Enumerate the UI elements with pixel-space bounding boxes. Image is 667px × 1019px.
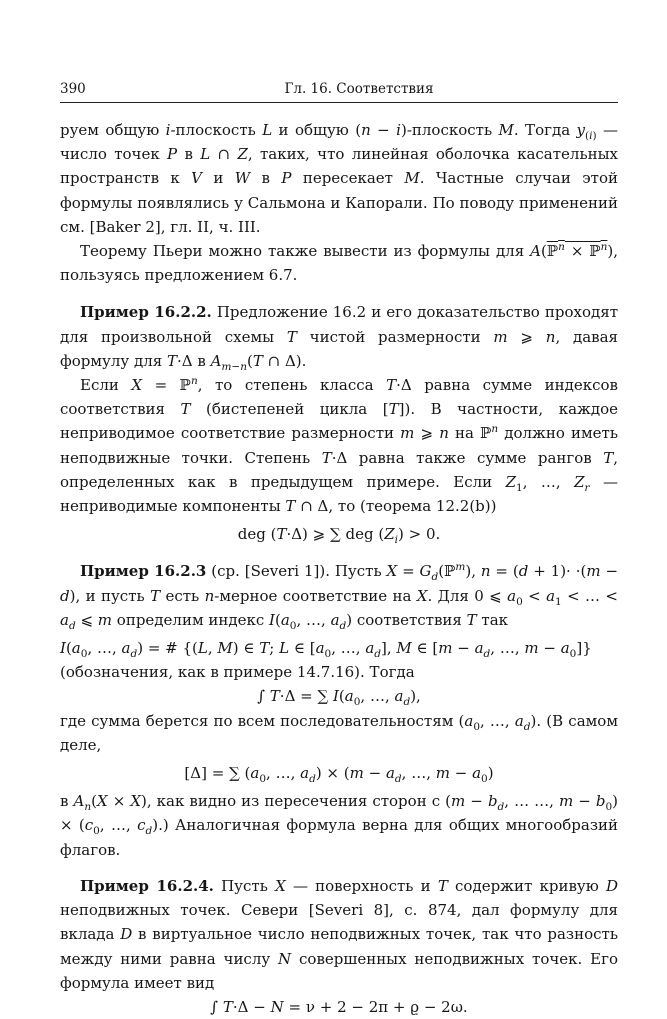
example-16-2-3: Пример 16.2.3 (ср. [Severi 1]). Пусть $X = G_d(ℙ^m)$, n = (d + 1)· ·(m − d), и пусть T есть n-мерное соответствие на X. Для 0 ⩽ $a_0 < a_1$ < … < $a_d$ ⩽ m определим индекс $I(a_0$, …, $a_d$) соответствия T так bbox=[60, 561, 619, 632]
formula: ∫ T·Δ = ∑ $I(a_0$, …, $a_d$), bbox=[257, 687, 421, 709]
formula: $I(a_0$, …, $a_d$) = # {(L, M) ∈ T; L ∈ [$a_0$, …, $a_d$], M ∈ [$m - a_d$, …, $m - a_0$]} bbox=[60, 639, 592, 661]
paragraph: Теорему Пьери можно также вывести из формулы для A(ℙ$^n$ × ℙ$^n$), пользуясь предложением 6.7. bbox=[60, 241, 618, 285]
body-text bbox=[60, 118, 618, 1019]
formula: deg (T·Δ) ⩾ ∑ deg $(Z_i) > 0$. bbox=[237, 525, 441, 547]
example-16-2-2: Пример 16.2.2. Предложение 16.2 и его доказательство проходят для произвольной схемы T чистой размерности m ⩾ n, давая формулу для T·Δ в $A_{m-n}(T$ ∩ Δ). bbox=[60, 303, 618, 373]
paragraph: в $A_n(X \times X)$, как видно из пересечения сторон с ($m - b_d$, … …, $m - b_0) \times (c_0$, …, $c_d$).) Аналогичная формула верна для общих многообразий флагов. bbox=[60, 792, 619, 859]
paragraph: (обозначения, как в примере 14.7.16). Тогда bbox=[60, 663, 415, 682]
formula: [Δ] = ∑ ($a_0$, …, $a_d) \times (m - a_d$, …, $m - a_0$) bbox=[184, 764, 494, 786]
example-16-2-4: Пример 16.2.4. Пусть X — поверхность и T содержит кривую D неподвижных точек. Севери [Severi 8], с. 874, дал формулу для вклада D в виртуальное число неподвижных точек, так что разность между ними равна числу N совершенных неподвижных точек. Его формула имеет вид bbox=[60, 876, 618, 992]
running-title: Гл. 16. Соответствия bbox=[284, 81, 434, 97]
running-header bbox=[60, 80, 618, 103]
paragraph: Если X = ℙ$^n$, то степень класса T·Δ равна сумме индексов соответствия T (бистепеней цикла [T]). В частности, каждое неприводимое соответствие размерности m ⩾ n на ℙ$^n$ должно иметь неподвижные точки. Степень T·Δ равна также сумме рангов T, определенных как в предыдущем примере. Если $Z_1$, …, $Z_r$ — неприводимые компоненты T ∩ Δ, то (теорема 12.2(b)) bbox=[60, 375, 619, 516]
paragraph: руем общую i-плоскость L и общую (n − i)-плоскость M. Тогда $y_{(i)}$ — число точек P в L ∩ Z, таких, что линейная оболочка касательных пространств к V и W в P пересекает M. Частные случаи этой формулы появлялись у Сальмона и Капорали. По поводу применений см. [Baker 2], гл. II, ч. III. bbox=[60, 121, 619, 236]
formula: ∫ T·Δ − N = ν + 2 − 2π + ϱ − 2ω. bbox=[210, 997, 468, 1016]
page-number: 390 bbox=[60, 81, 86, 97]
paragraph: где сумма берется по всем последовательностям ($a_0$, …, $a_d$). (В самом деле, bbox=[60, 711, 619, 754]
